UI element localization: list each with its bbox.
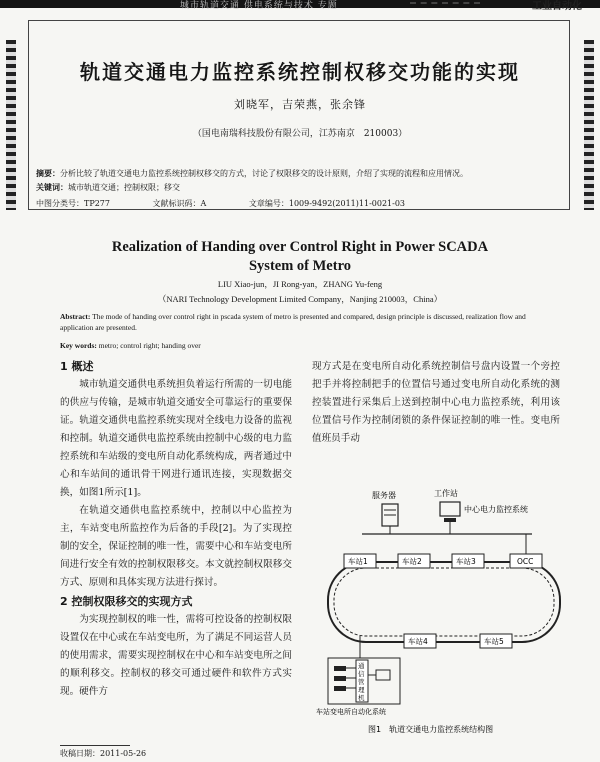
journal-section-label: 工业自动化 (532, 1, 582, 12)
label-center-system: 中心电力监控系统 (464, 505, 528, 514)
label-substation-system: 车站变电所自动化系统 (316, 708, 386, 716)
station-box-4 (404, 634, 436, 648)
body-left-column (60, 358, 292, 701)
figure-1-caption: 图1 轨道交通电力监控系统结构图 (368, 725, 494, 734)
authors-en: LIU Xiao-jun，JI Rong-yan，ZHANG Yu-feng (217, 279, 383, 289)
svg-text:车站5: 车站5 (484, 637, 504, 646)
section-2-heading: 2 控制权限移交的实现方式 (60, 595, 193, 608)
paper-title-en (60, 238, 540, 276)
abstract-cn (36, 168, 562, 179)
abstract-cn-label: 摘要： (36, 168, 60, 178)
keywords-en-text: metro; control right; handing over (98, 341, 201, 350)
server-icon (382, 504, 398, 534)
comm-char-1: 通 (358, 662, 365, 670)
svg-text:车站2: 车站2 (402, 557, 422, 566)
abstract-cn-text: 分析比较了轨道交通电力监控系统控制权移交的方式，讨论了权限移交的设计原则，介绍了实现的流程和应用情况。 (60, 169, 468, 178)
station-box-5 (480, 634, 512, 648)
section-1-paragraph-2: 在轨道交通供电监控系统中，控制以中心监控为主，车站变电所监控作为后备的手段[2]。为了实现控制的安全，保证控制的唯一性，需要中心和车站变电所间进行安全有效的控制权限移交。本文就控制权限移交方式、原则和具体实现方法进行探讨。 (60, 505, 292, 588)
keywords-cn (36, 182, 180, 193)
comm-char-5: 机 (358, 694, 365, 702)
section-1-paragraph-1: 城市轨道交通供电系统担负着运行所需的一切电能的供应与传输，是城市轨道交通安全可靠运行的重要保证。轨道交通供电监控系统实现对全线电力设备的监视和控制。轨道交通供电监控系统由控制中心级的电力监控系统和车站级的变电所自动化系统构成，两者通过中心和车站间的通讯骨干网进行通讯连接，实现数据交换，如图1所示[1]。 (60, 379, 292, 498)
workstation-icon (440, 502, 460, 534)
svg-text:车站1: 车站1 (348, 557, 368, 566)
header-divider (410, 2, 480, 4)
comm-char-3: 管 (358, 678, 365, 686)
label-workstation: 工作站 (434, 489, 458, 498)
figure-1-diagram (312, 486, 572, 736)
label-server: 服务器 (372, 491, 396, 500)
document-code: 文献标识码：A (152, 199, 207, 208)
comm-char-2: 信 (358, 670, 365, 678)
title-en-line2: System of Metro (248, 258, 351, 274)
svg-text:车站3: 车站3 (456, 557, 476, 566)
affiliation-en: （NARI Technology Development Limited Company，Nanjing 210003，China） (157, 294, 443, 304)
left-decorative-stripe (6, 40, 16, 210)
station-box-3 (452, 554, 484, 568)
header-band-text: 城市轨道交通 供电系统与技术 专题 (180, 1, 338, 11)
svg-text:OCC: OCC (517, 557, 534, 566)
station-box-2 (398, 554, 430, 568)
station-box-occ (510, 554, 542, 568)
right-decorative-stripe (584, 40, 594, 210)
authors-cn: 刘晓军，吉荣燕，张余锋 (234, 98, 366, 111)
classification-row (36, 198, 445, 209)
title-en-line1: Realization of Handing over Control Right in Power SCADA (111, 239, 489, 255)
backbone-ring (328, 562, 560, 642)
comm-char-4: 理 (358, 686, 365, 694)
paper-title-cn: 轨道交通电力监控系统控制权移交功能的实现 (80, 60, 520, 84)
article-number: 文章编号：1009-9492(2011)11-0021-03 (248, 199, 406, 208)
keywords-cn-text: 城市轨道交通；控制权限；移交 (68, 183, 180, 192)
received-date: 收稿日期：2011-05-26 (60, 749, 147, 758)
abstract-en-label: Abstract: (60, 312, 91, 321)
body-right-column (312, 358, 560, 448)
backbone-ring-inner (334, 568, 554, 636)
right-column-paragraph: 现方式是在变电所自动化系统控制信号盘内设置一个旁控把手并将控制把手的位置信号通过变电所自动化系统的测控装置进行采集后上送到控制中心电力监控系统，利用该位置信号作为控制闭锁的条件保证控制的唯一性。变电所值班员手动 (312, 361, 560, 444)
svg-text:车站4: 车站4 (408, 637, 428, 646)
keywords-cn-label: 关键词： (36, 182, 68, 192)
abstract-en-text: The mode of handing over control right in pscada system of metro is presented and compared, design principle is discussed, realization flow and application are presented. (60, 312, 526, 332)
keywords-en-label: Key words: (60, 341, 97, 350)
affiliation-cn: （国电南瑞科技股份有限公司，江苏南京 210003） (192, 129, 408, 139)
section-2-paragraph-1: 为实现控制权的唯一性，需将可控设备的控制权限设置仅在中心或在车站变电所，为了满足不同运营人员的使用需求，需要实现控制权在中心和车站变电所之间的顺利移交。控制权的移交可通过硬件和软件方式实现。硬件方 (60, 614, 292, 697)
keywords-en (60, 341, 201, 350)
abstract-en (60, 311, 540, 333)
section-1-heading: 1 概述 (60, 360, 94, 373)
clc-number: 中图分类号：TP277 (36, 199, 110, 208)
footer-rule (60, 745, 130, 746)
station-box-1 (344, 554, 376, 568)
